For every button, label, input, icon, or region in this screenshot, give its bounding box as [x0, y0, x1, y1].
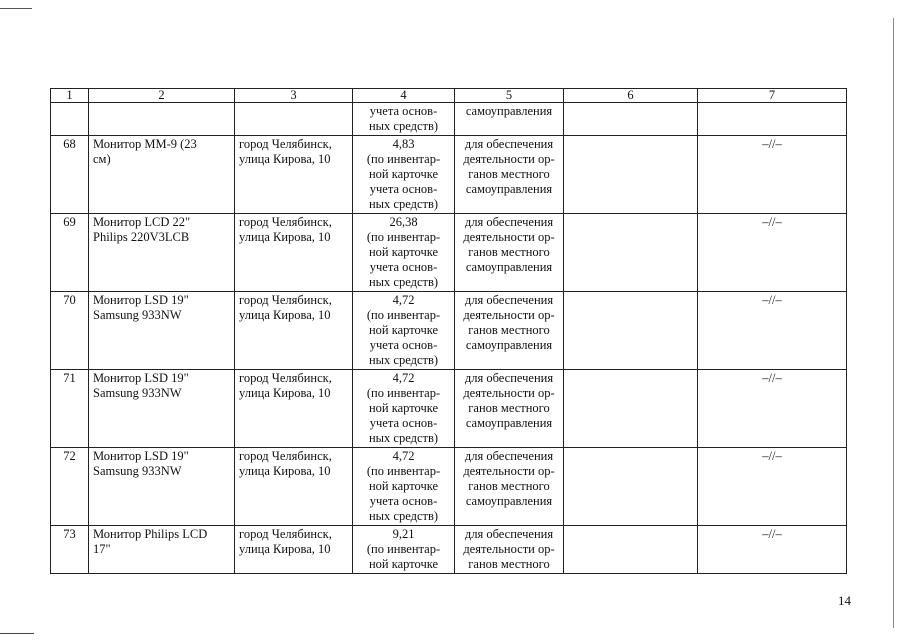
item-col7: –//– [698, 214, 847, 292]
item-col7: –//– [698, 292, 847, 370]
continuation-cost: учета основ- ных средств) [353, 103, 455, 136]
item-purpose: для обеспечения деятельности ор- ганов местного самоуправления [455, 448, 564, 526]
item-col6 [564, 370, 698, 448]
row-number: 72 [51, 448, 89, 526]
page-number: 14 [838, 593, 851, 608]
header-col-5: 5 [455, 89, 564, 103]
item-name: Монитор LCD 22" Philips 220V3LCB [89, 214, 235, 292]
table-row [51, 292, 847, 370]
row-number: 68 [51, 136, 89, 214]
row-number: 71 [51, 370, 89, 448]
item-col7: –//– [698, 526, 847, 574]
item-col6 [564, 448, 698, 526]
scan-artifact-edge [893, 18, 894, 628]
header-col-3: 3 [235, 89, 353, 103]
item-purpose: для обеспечения деятельности ор- ганов местного самоуправления [455, 136, 564, 214]
item-col6 [564, 526, 698, 574]
item-name: Монитор ММ-9 (23 см) [89, 136, 235, 214]
continuation-col6 [564, 103, 698, 136]
table-row [51, 448, 847, 526]
item-cost: 4,72 (по инвентар- ной карточке учета основ- ных средств) [353, 292, 455, 370]
header-col-1: 1 [51, 89, 89, 103]
item-purpose: для обеспечения деятельности ор- ганов местного самоуправления [455, 292, 564, 370]
row-number: 73 [51, 526, 89, 574]
inventory-table [50, 88, 847, 574]
continuation-address [235, 103, 353, 136]
header-col-2: 2 [89, 89, 235, 103]
item-cost: 26,38 (по инвентар- ной карточке учета основ- ных средств) [353, 214, 455, 292]
item-address: город Челябинск, улица Кирова, 10 [235, 214, 353, 292]
continuation-num [51, 103, 89, 136]
header-row [51, 89, 847, 103]
item-col7: –//– [698, 448, 847, 526]
item-address: город Челябинск, улица Кирова, 10 [235, 136, 353, 214]
item-address: город Челябинск, улица Кирова, 10 [235, 526, 353, 574]
item-col7: –//– [698, 136, 847, 214]
header-col-7: 7 [698, 89, 847, 103]
item-name: Монитор LSD 19" Samsung 933NW [89, 448, 235, 526]
item-address: город Челябинск, улица Кирова, 10 [235, 370, 353, 448]
item-col6 [564, 136, 698, 214]
item-cost: 4,72 (по инвентар- ной карточке учета основ- ных средств) [353, 370, 455, 448]
row-number: 69 [51, 214, 89, 292]
item-address: город Челябинск, улица Кирова, 10 [235, 292, 353, 370]
table-row [51, 136, 847, 214]
continuation-row [51, 103, 847, 136]
continuation-col7 [698, 103, 847, 136]
header-col-6: 6 [564, 89, 698, 103]
table-row [51, 214, 847, 292]
item-col6 [564, 292, 698, 370]
header-col-4: 4 [353, 89, 455, 103]
table-row [51, 526, 847, 574]
item-col6 [564, 214, 698, 292]
table-row [51, 370, 847, 448]
row-number: 70 [51, 292, 89, 370]
scan-artifact-top [0, 8, 32, 9]
continuation-name [89, 103, 235, 136]
scan-artifact-bottom [0, 633, 34, 634]
item-purpose: для обеспечения деятельности ор- ганов местного самоуправления [455, 370, 564, 448]
item-cost: 9,21 (по инвентар- ной карточке [353, 526, 455, 574]
item-cost: 4,72 (по инвентар- ной карточке учета основ- ных средств) [353, 448, 455, 526]
continuation-purpose: самоуправления [455, 103, 564, 136]
item-address: город Челябинск, улица Кирова, 10 [235, 448, 353, 526]
item-purpose: для обеспечения деятельности ор- ганов местного [455, 526, 564, 574]
item-name: Монитор LSD 19" Samsung 933NW [89, 292, 235, 370]
item-name: Монитор Philips LCD 17" [89, 526, 235, 574]
item-col7: –//– [698, 370, 847, 448]
item-cost: 4,83 (по инвентар- ной карточке учета основ- ных средств) [353, 136, 455, 214]
item-name: Монитор LSD 19" Samsung 933NW [89, 370, 235, 448]
item-purpose: для обеспечения деятельности ор- ганов местного самоуправления [455, 214, 564, 292]
